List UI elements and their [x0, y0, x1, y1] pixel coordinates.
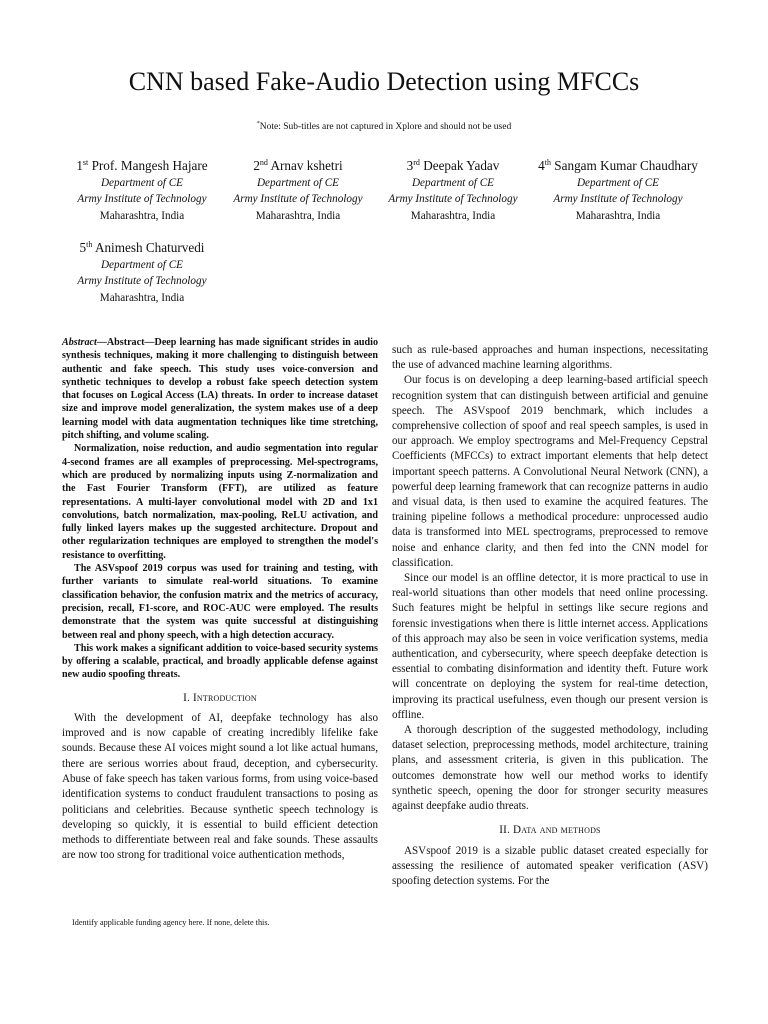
- author-1-institute: Army Institute of Technology: [77, 193, 207, 206]
- subtitle-note: [0, 118, 768, 133]
- author-4-ordinal-suffix: th: [544, 158, 551, 167]
- author-4-ordinal: 4: [538, 158, 545, 173]
- abstract-text-1: —Abstract—Deep learning has made significant strides in audio synthesis techniques, making it more challenging to distinguish between authentic and fake speech. This study uses voice-conversion and synthetic techniques to develop a robust fake speech detection system that focuses on Logical Access (LA) threats. In order to increase dataset size and improve model generalization, the system makes use of a deep learning model with data augmentation techniques like time stretching, pitch shifting, and volume scaling.: [62, 337, 378, 442]
- note-mark: *: [256, 121, 260, 127]
- intro-paragraph-1: With the development of AI, deepfake technology has also improved and is now capable of creating incredibly lifelike fake sounds. Because these AI voices might sound a lot like actual humans, there are serious worries about fraud, deception, and cybersecurity. Abuse of fake speech has taken various forms, from using voice-based identification systems to conduct fraudulent transactions to posing as politicians and celebrities. Because synthetic speech technology is developing so quickly, it is essential to build efficient detection methods to differentiate between real and fake sounds. These assaults are now too strong for traditional voice authentication methods,: [62, 711, 378, 862]
- funding-footnote: Identify applicable funding agency here. If none, delete this.: [72, 918, 270, 927]
- author-5-department: Department of CE: [100, 259, 184, 271]
- abstract-paragraph-2: Normalization, noise reduction, and audio segmentation into regular 4-second frames are all examples of preprocessing. Mel-spectrograms, which are produced by normalizing inputs using Z-normalization and the Fast Fourier Transform (FFT), are utilized as feature representations. A multi-layer convolutional model with 2D and 1x1 convolutions, batch normalization, max-pooling, ReLU activation, and fully linked layers makes up the suggested architecture. Dropout and other regularization techniques are employed to strengthen the model's resistance to overfitting.: [62, 443, 378, 561]
- author-block-5: [52, 236, 232, 306]
- author-block-1: [52, 154, 232, 224]
- abstract-paragraph-4: This work makes a significant addition to voice-based security systems by offering a scalable, practical, and broadly applicable defense against new audio spoofing threats.: [62, 642, 378, 681]
- author-2-department: Department of CE: [256, 177, 340, 189]
- author-block-2: [208, 154, 388, 224]
- author-block-3: [363, 154, 543, 224]
- author-2-institute: Army Institute of Technology: [233, 193, 363, 206]
- author-5-ordinal-suffix: th: [86, 240, 93, 249]
- right-paragraph-1: Our focus is on developing a deep learning-based artificial speech recognition system that can distinguish between artificial and genuine speech. The ASVspoof 2019 benchmark, which includes a comprehensive collection of spoof and real speech samples, is used in our approach. We employ spectrograms and Mel-Frequency Cepstral Coefficients (MFCCs) to extract important elements that help detect important speech patterns. A Convolutional Neural Network (CNN), a powerful deep learning framework that can recognize patterns in audio and visual data, is then used to examine the acquired features. The training pipeline follows a methodical procedure: unprocessed audio data is transformed into MEL spectrograms, preprocessed to remove noise and enhance clarity, and then fed into the CNN model for classification.: [392, 374, 708, 569]
- section-2-title: Data and methods: [513, 824, 601, 837]
- abstract-paragraph-3: The ASVspoof 2019 corpus was used for training and testing, with further variants to simulate real-world situations. To examine classification behavior, the confusion matrix and the metrics of accuracy, precision, recall, F1-score, and ROC-AUC were employed. The results demonstrate that the system was quite successful at distinguishing between real and phony speech, with a high detection accuracy.: [62, 563, 378, 641]
- author-5-location: Maharashtra, India: [99, 291, 185, 304]
- right-paragraph-0: such as rule-based approaches and human inspections, necessitating the use of advanced machine learning algorithms.: [392, 344, 708, 372]
- author-4-department: Department of CE: [576, 177, 660, 189]
- author-5-ordinal: 5: [79, 240, 87, 255]
- section-2-number: II.: [499, 824, 511, 837]
- note-text: Note: Sub-titles are not captured in Xplore and should not be used: [259, 122, 512, 132]
- right-paragraph-4: ASVspoof 2019 is a sizable public dataset created especially for assessing the resilience of automated speaker verification (ASV) spoofing detection systems. For the: [392, 844, 708, 887]
- author-4-location: Maharashtra, India: [575, 209, 661, 222]
- author-3-name: Deepak Yadav: [423, 158, 500, 173]
- author-1-location: Maharashtra, India: [99, 209, 185, 222]
- section-1-title: Introduction: [192, 691, 257, 704]
- author-5-institute: Army Institute of Technology: [77, 275, 207, 288]
- abstract-lead: Abstract: [62, 337, 97, 348]
- author-4-name: Sangam Kumar Chaudhary: [554, 158, 698, 173]
- author-3-ordinal-suffix: rd: [413, 158, 420, 167]
- right-paragraph-3: A thorough description of the suggested methodology, including dataset selection, preprocessing methods, model architecture, training plans, and assessment criteria, is given in this publication. The outcomes demonstrate how well our method works to identify synthetic speech, opening the door for stronger security measures against deepfake audio threats.: [392, 724, 708, 813]
- author-5-name: Animesh Chaturvedi: [94, 240, 205, 255]
- author-3-ordinal: 3: [406, 158, 414, 173]
- author-1-ordinal-suffix: st: [82, 158, 89, 167]
- section-heading-introduction: [62, 691, 378, 706]
- author-1-ordinal: 1: [76, 158, 83, 173]
- author-2-location: Maharashtra, India: [255, 209, 341, 222]
- author-2-ordinal: 2: [253, 158, 260, 173]
- author-block-4: [528, 154, 708, 224]
- author-3-institute: Army Institute of Technology: [388, 193, 518, 206]
- author-3-department: Department of CE: [411, 177, 495, 189]
- author-1-department: Department of CE: [100, 177, 184, 189]
- right-column: [392, 343, 708, 889]
- paper-title: CNN based Fake-Audio Detection using MFCCs: [128, 67, 640, 96]
- author-4-institute: Army Institute of Technology: [553, 193, 683, 206]
- author-2-ordinal-suffix: nd: [259, 158, 268, 167]
- right-paragraph-2: Since our model is an offline detector, it is more practical to use in real-world situations than other models that need online processing. Such features might be helpful in settings like secure regions and forensic investigations when there is little internet access. Applications of this approach may also be seen in voice verification systems, media authentication, and cybersecurity, where speech deepfake detection is essential to combating disinformation and identity theft. Future work will concentrate on deploying the system for real-time detection, improving its practical usefulness, even though our present version is offline.: [392, 572, 708, 721]
- abstract-paragraph-1: [62, 336, 378, 442]
- section-heading-data-methods: [392, 823, 708, 838]
- author-2-name: Arnav kshetri: [270, 158, 343, 173]
- author-1-name: Prof. Mangesh Hajare: [91, 158, 208, 173]
- section-1-number: I.: [183, 691, 190, 704]
- author-3-location: Maharashtra, India: [410, 209, 496, 222]
- left-column: [62, 336, 378, 864]
